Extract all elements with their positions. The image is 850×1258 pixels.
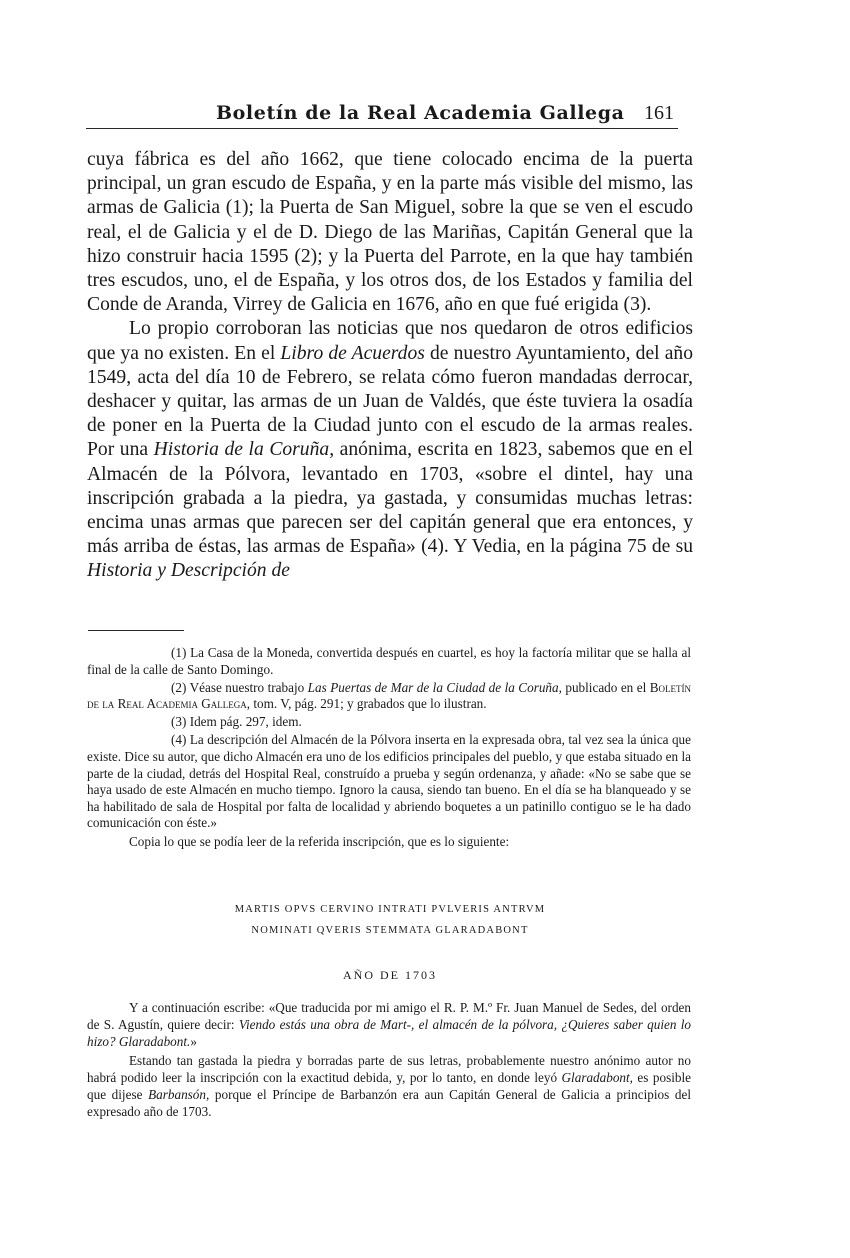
paragraph-2-text-c: anónima, escrita en 1823, sabemos que en el Almacén de la Pólvora, levantado en 1703, «sobre el dintel, hay una inscripción grabada a la piedra, ya gastada, y consumidas muchas letras: encima unas armas que parecen ser del capitán general que era entonces, y más arriba de éstas, las armas de España» (4). Y Vedia, en la página 75 de su	[87, 439, 693, 558]
footnotes	[87, 645, 691, 852]
name-glaradabont: Glaradabont,	[561, 1070, 633, 1085]
footnote-4-text: La descripción del Almacén de la Pólvora inserta en la expresada obra, tal vez sea la única que existe. Dice su autor, que dicho Almacén era uno de los edificios principales del pueblo, y que estaba situado en la parte de la ciudad, detrás del Hospital Real, construído a prueba y según ordenanza, y añade: «No se sabe que se haya usado de este Almacén en mucho tiempo. Ignoro la causa, siendo tan bueno. En el día se ha blanqueado y se ha habilitado de sala de Hospital por falta de localidad y abriendo boquetes a un patinillo contiguo se le ha dado comunicación con éste.»	[87, 732, 692, 831]
page-number: 161	[644, 102, 674, 124]
name-barbanson: Barbansón,	[148, 1087, 210, 1102]
inscription-year: AÑO DE 1703	[343, 968, 437, 982]
footnote-2-text-c: , tom. V, pág. 291; y grabados que lo ilustran.	[246, 696, 487, 712]
paragraph-2-text-a: Lo propio corroboran las noticias que nos quedaron de otros edificios que ya no existen. En el	[87, 318, 693, 364]
book-title-historia-coruna: Historia de la Coruña,	[153, 439, 335, 461]
footnote-1-text: La Casa de la Moneda, convertida después en cuartel, es hoy la factoría militar que se halla al final de la calle de Santo Domingo.	[87, 645, 692, 677]
translation-paragraph-2	[87, 1052, 691, 1120]
footnote-2-text-a: Véase nuestro trabajo	[189, 679, 308, 695]
footnote-2-journal: Boletín de la Real Academia Gallega	[87, 679, 692, 712]
footnote-1-mark: (1)	[171, 645, 187, 660]
paragraph-1	[87, 148, 693, 317]
translation-notes	[87, 999, 691, 1122]
copia-text: Copia lo que se podía leer de la referida inscripción, que es lo siguiente:	[129, 833, 510, 849]
conclusion-text-a: Estando tan gastada la piedra y borradas parte de sus letras, probablemente nuestro anónimo autor no habrá podido leer la inscripción con la exactitud debida, y, por lo tanto, en donde leyó	[87, 1053, 691, 1085]
conclusion-text-c: porque el Príncipe de Barbanzón era aun Capitán General de Galicia a principios del expresado año de 1703.	[87, 1087, 691, 1119]
footnote-3	[87, 714, 691, 731]
main-text	[87, 148, 693, 584]
footnote-3-text: Idem pág. 297, idem.	[189, 714, 302, 730]
journal-title: Boletín de la Real Academia Gallega	[216, 102, 625, 124]
footnote-4-mark: (4)	[171, 732, 187, 748]
conclusion-text-b: es posible que dijese	[87, 1070, 691, 1102]
book-title-historia-descripcion: Historia y Descripción de	[87, 560, 290, 582]
copia-line	[87, 834, 691, 851]
header-rule	[86, 128, 678, 129]
book-title-libro-acuerdos: Libro de Acuerdos	[280, 342, 425, 364]
footnote-2-mark: (2)	[171, 679, 187, 695]
translation-text-b: »	[190, 1034, 197, 1049]
paragraph-2-text-b: de nuestro Ayuntamiento, del año 1549, acta del día 10 de Febrero, se relata cómo fueron mandadas derrocar, deshacer y quitar, las armas de un Juan de Valdés, que éste tuviera la osadía de poner en la Puerta de la Ciudad junto con el escudo de la armas reales. Por una	[87, 342, 694, 461]
inscription-line-2: NOMINATI QVERIS STEMMATA GLARADABONT	[251, 925, 529, 936]
footnote-rule	[88, 630, 184, 631]
footnote-2-text-b: publicado en el	[561, 679, 650, 695]
translation-paragraph-1	[87, 999, 691, 1050]
paragraph-2	[87, 317, 693, 583]
translation-italic: Viendo estás una obra de Mart-, el almacén de la pólvora, ¿Quieres saber quien lo hizo? Glaradabont.	[87, 1017, 691, 1049]
footnote-2	[87, 680, 691, 713]
footnote-2-title: Las Puertas de Mar de la Ciudad de la Coruña,	[307, 679, 562, 695]
inscription-line-1: MARTIS OPVS CERVINO INTRATI PVLVERIS ANTRVM	[234, 904, 546, 915]
running-head	[84, 100, 684, 130]
paragraph-1-text: cuya fábrica es del año 1662, que tiene colocado encima de la puerta principal, un gran escudo de España, y en la parte más visible del mismo, las armas de Galicia (1); la Puerta de San Miguel, sobre la que se ven el escudo real, el de Galicia y el de D. Diego de las Mariñas, Capitán General que la hizo construir hacia 1595 (2); y la Puerta del Parrote, en la que hay también tres escudos, uno, el de España, y los otros dos, de los Estados y familia del Conde de Aranda, Virrey de Galicia en 1676, año en que fué erigida (3).	[87, 149, 693, 316]
translation-text-a: Y a continuación escribe: «Que traducida por mi amigo el R. P. M.º Fr. Juan Manuel de Sedes, del orden de S. Agustín, quiere decir:	[87, 1000, 691, 1032]
footnote-4	[87, 732, 691, 832]
footnote-1	[87, 645, 691, 678]
footnote-3-mark: (3)	[171, 714, 187, 730]
